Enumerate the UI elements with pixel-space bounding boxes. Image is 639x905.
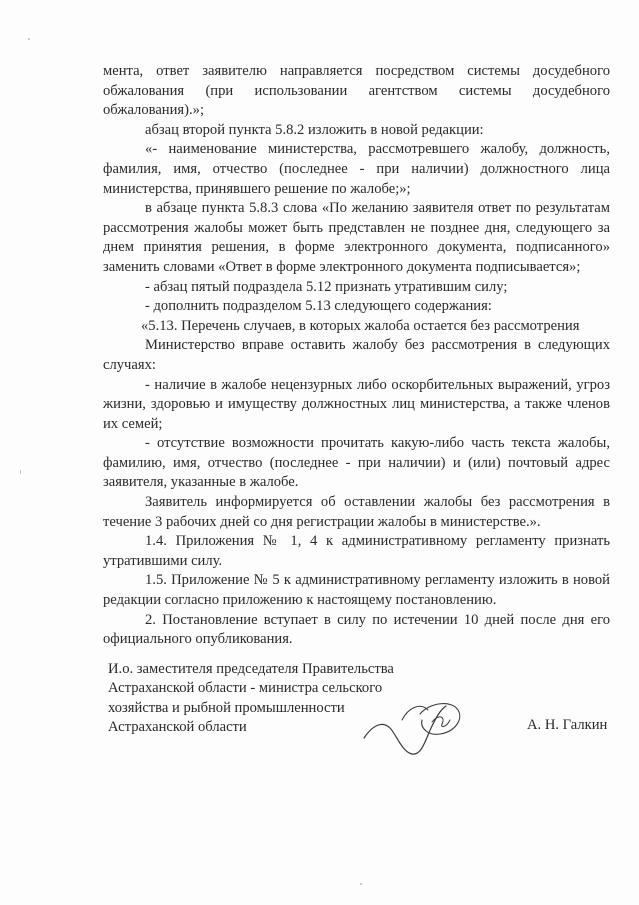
document-body xyxy=(103,62,610,650)
paragraph: 1.4. Приложения № 1, 4 к административному регламенту признать утратившими силу. xyxy=(103,533,610,569)
paragraph: Министерство вправе оставить жалобу без рассмотрения в следующих случаях: xyxy=(103,337,610,373)
signatory-name: А. Н. Галкин xyxy=(527,717,608,733)
paragraph: - отсутствие возможности прочитать какую-либо часть текста жалобы, фамилию, имя, отчество (последнее - при наличии) и (или) почтовый адрес заявителя, указанные в жалобе. xyxy=(103,435,610,491)
scan-speck xyxy=(20,470,21,474)
signatory-title-line: хозяйства и рыбной промышленности xyxy=(108,699,345,716)
scan-speck xyxy=(360,883,362,885)
signatory-title-line: Астраханской области xyxy=(108,719,247,736)
paragraph: 1.5. Приложение № 5 к административному регламенту изложить в новой редакции согласно приложению к настоящему постановлению. xyxy=(103,572,610,609)
paragraph: Заявитель информируется об оставлении жалобы без рассмотрения в течение 3 рабочих дней со дня регистрации жалобы в министерстве.». xyxy=(103,494,610,530)
paragraph: - наличие в жалобе нецензурных либо оскорбительных выражений, угроз жизни, здоровью и имуществу должностных лиц министерства, а также членов их семей; xyxy=(103,376,610,432)
scan-speck xyxy=(28,38,30,40)
paragraph: в абзаце пункта 5.8.3 слова «По желанию заявителя ответ по результатам рассмотрения жалобы может быть представлен не позднее дня, следующего за днем принятия решения, в форме электронного документа, подписанного» заменить словами «Ответ в форме электронного документа подписывается»; xyxy=(103,200,610,275)
paragraph: абзац второй пункта 5.8.2 изложить в новой редакции: xyxy=(145,121,484,138)
paragraph: 2. Постановление вступает в силу по истечении 10 дней после дня его официального опубликования. xyxy=(103,611,610,648)
paragraph: - дополнить подразделом 5.13 следующего содержания: xyxy=(145,298,492,315)
paragraph: - абзац пятый подраздела 5.12 признать утратившим силу; xyxy=(145,278,508,295)
paragraph: «- наименование министерства, рассмотревшего жалобу, должность, фамилия, имя, отчество (последнее - при наличии) должностного лица министерства, принявшего решение по жалобе;»; xyxy=(103,141,610,197)
signatory-title-line: И.о. заместителя председателя Правительства xyxy=(108,661,394,677)
paragraph: «5.13. Перечень случаев, в которых жалоба остается без рассмотрения xyxy=(141,317,580,334)
signatory-title-line: Астраханской области - министра сельского xyxy=(108,680,383,697)
handwritten-signature xyxy=(342,680,502,770)
paragraph: мента, ответ заявителю направляется посредством системы досудебного обжалования (при использовании агентством системы досудебного обжалования).»; xyxy=(103,63,610,119)
